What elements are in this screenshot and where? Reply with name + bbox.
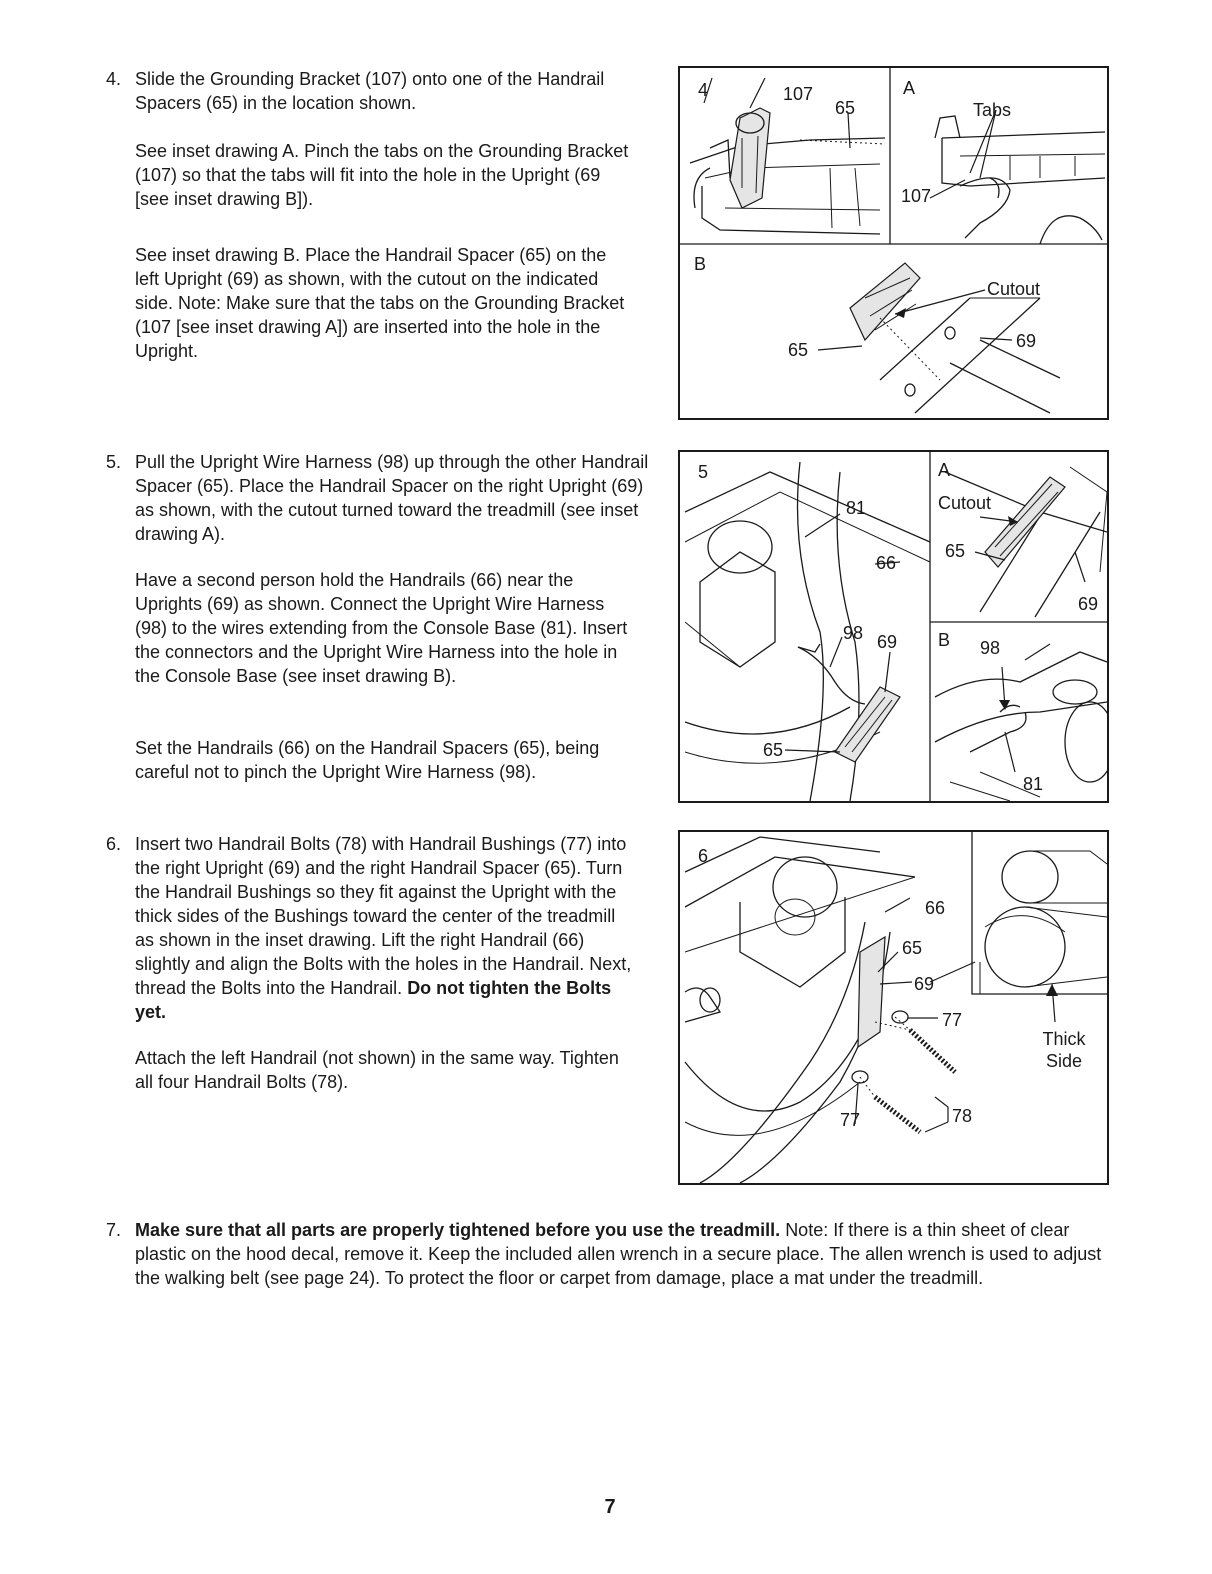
figure-6-label-77-upper: 77: [942, 1010, 963, 1030]
step-5-paragraph-2: Have a second person hold the Handrails (66) near the Uprights (69) as shown. Connect the Upright Wire Harness (98) to the wires extending from the Console Base (81). Insert the connectors and the Upright Wire Harness into the hole in the Console Base (see inset drawing B).: [135, 570, 628, 686]
figure-4-inset-b-letter: B: [694, 254, 707, 274]
figure-5-inset-a-label-69: 69: [1078, 594, 1099, 614]
step-7-warning: Make sure that all parts are properly tightened before you use the treadmill.: [135, 1220, 781, 1240]
figure-step-5-drawing: [680, 452, 1107, 801]
step-6-paragraph-2: Attach the left Handrail (not shown) in the same way. Tighten all four Handrail Bolts (78).: [135, 1048, 619, 1092]
figure-5-label-98: 98: [843, 623, 864, 643]
figure-6-thick-side-label: Thick Side: [1042, 1029, 1086, 1071]
figure-6-label-69: 69: [914, 974, 935, 994]
figure-6-label-77-lower: 77: [840, 1110, 861, 1130]
step-4-paragraph-3: See inset drawing B. Place the Handrail Spacer (65) on the left Upright (69) as shown, with the cutout on the indicated side. Note: Make sure that the tabs on the Grounding Bracket (107 [see inset drawing A]) are inserted into the hole in the Upright.: [135, 245, 625, 361]
step-4-paragraph-1: Slide the Grounding Bracket (107) onto one of the Handrail Spacers (65) in the location shown.: [135, 69, 605, 113]
figure-5-label-81: 81: [846, 498, 867, 518]
figure-5-inset-b-label-81: 81: [1023, 774, 1044, 794]
figure-step-6: [678, 830, 1109, 1185]
figure-5-inset-b-letter: B: [938, 630, 951, 650]
step-6-paragraph-1: [135, 832, 635, 1024]
page-number: 7: [604, 1496, 616, 1518]
figure-4-label-65: 65: [835, 98, 856, 118]
figure-5-label-66: 66: [876, 553, 897, 573]
figure-6-label-78: 78: [952, 1106, 973, 1126]
figure-5-label-65: 65: [763, 740, 784, 760]
figure-6-step-label: 6: [698, 846, 709, 866]
step-4-number: 4.: [106, 69, 122, 89]
figure-5-inset-b-label-98: 98: [980, 638, 1001, 658]
step-5-number: 5.: [106, 452, 122, 472]
figure-4-inset-b-cutout-label: Cutout: [987, 279, 1041, 299]
figure-step-4: [678, 66, 1109, 420]
figure-4-inset-a-tabs-label: Tabs: [973, 100, 1012, 120]
step-6-warning: Do not tighten the Bolts yet.: [135, 978, 612, 1022]
figure-5-inset-a-label-65: 65: [945, 541, 966, 561]
figure-step-4-drawing: [680, 68, 1107, 418]
step-5-paragraph-1: Pull the Upright Wire Harness (98) up through the other Handrail Spacer (65). Place the Handrail Spacer on the right Upright (69) as shown, with the cutout turned toward the treadmill (see inset drawing A).: [135, 452, 649, 544]
figure-4-inset-b-label-69: 69: [1016, 331, 1037, 351]
step-7-paragraph: [135, 1218, 1103, 1290]
figure-6-label-66: 66: [925, 898, 946, 918]
step-6-paragraph-1-text: Insert two Handrail Bolts (78) with Handrail Bushings (77) into the right Upright (69) and the right Handrail Spacer (65). Turn the Handrail Bushings so they fit against the Upright with the thick sides of the Bushings toward the center of the treadmill as shown in the inset drawing. Lift the right Handrail (66) slightly and align the Bolts with the holes in the Handrail. Next, thread the Bolts into the Handrail.: [135, 834, 632, 998]
figure-5-inset-a-cutout-label: Cutout: [938, 493, 992, 513]
figure-4-inset-b-label-65: 65: [788, 340, 809, 360]
step-7-note: Note: If there is a thin sheet of clear plastic on the hood decal, remove it. Keep the included allen wrench in a secure place. The allen wrench is used to adjust the walking belt (see page 24). To protect the floor or carpet from damage, place a mat under the treadmill.: [135, 1220, 1102, 1288]
figure-step-5: [678, 450, 1109, 803]
figure-4-inset-a-letter: A: [903, 78, 916, 98]
step-5-paragraph-3: Set the Handrails (66) on the Handrail Spacers (65), being careful not to pinch the Upright Wire Harness (98).: [135, 738, 600, 782]
figure-4-label-107: 107: [783, 84, 814, 104]
figure-4-inset-a-label-107: 107: [901, 186, 932, 206]
figure-4-step-label: 4: [698, 80, 709, 100]
step-7-number: 7.: [106, 1220, 122, 1240]
figure-step-6-drawing: [680, 832, 1107, 1183]
figure-5-inset-a-letter: A: [938, 460, 951, 480]
figure-5-step-label: 5: [698, 462, 709, 482]
step-4-paragraph-2: See inset drawing A. Pinch the tabs on the Grounding Bracket (107) so that the tabs will fit into the hole in the Upright (69 [see inset drawing B]).: [135, 141, 629, 209]
figure-5-label-69: 69: [877, 632, 898, 652]
figure-6-label-65: 65: [902, 938, 923, 958]
step-6-number: 6.: [106, 834, 122, 854]
